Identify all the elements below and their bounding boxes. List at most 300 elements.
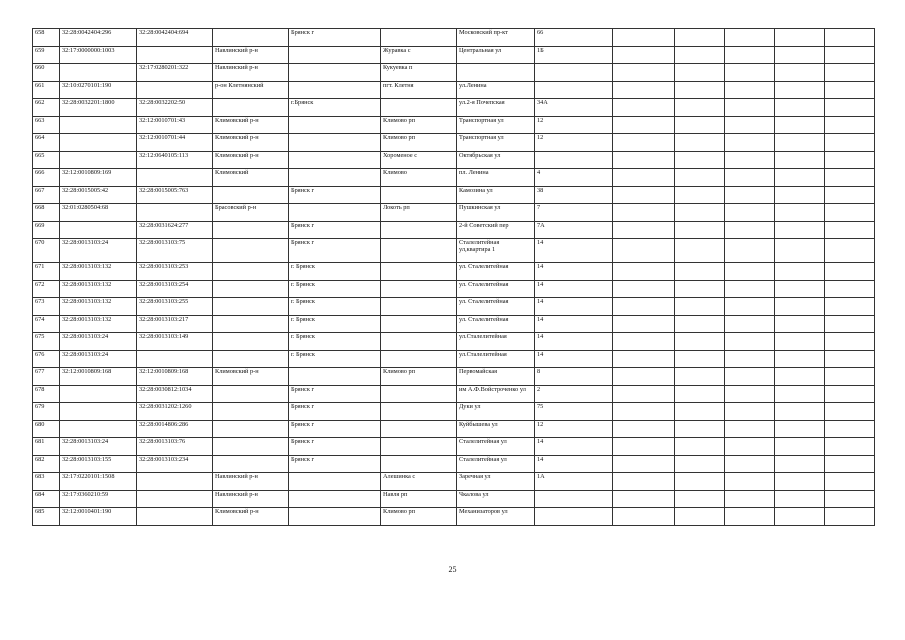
- cadastral-number-cell: [60, 420, 137, 438]
- house-cell: 7: [535, 204, 613, 222]
- object-cadastral-cell: 32:28:0013103:255: [137, 298, 213, 316]
- empty-cell: [775, 99, 825, 117]
- empty-cell: [675, 151, 725, 169]
- empty-cell: [613, 186, 675, 204]
- cadastral-number-cell: 32:01:0280504:68: [60, 204, 137, 222]
- district-cell: [213, 350, 289, 368]
- cadastral-number-cell: [60, 116, 137, 134]
- table-row: [33, 508, 875, 526]
- empty-cell: [825, 239, 875, 263]
- object-cadastral-cell: 32:28:0032202:50: [137, 99, 213, 117]
- house-cell: 14: [535, 455, 613, 473]
- table-row: [33, 64, 875, 82]
- city-cell: [289, 134, 381, 152]
- empty-cell: [725, 186, 775, 204]
- settlement-cell: [381, 239, 457, 263]
- object-cadastral-cell: 32:28:0013103:234: [137, 455, 213, 473]
- settlement-cell: [381, 350, 457, 368]
- table-row: [33, 333, 875, 351]
- street-cell: пл. Ленина: [457, 169, 535, 187]
- empty-cell: [825, 350, 875, 368]
- settlement-cell: пгт. Клетня: [381, 81, 457, 99]
- district-cell: Климовский р-н: [213, 508, 289, 526]
- house-cell: 4: [535, 169, 613, 187]
- cadastral-number-cell: 32:28:0013103:155: [60, 455, 137, 473]
- empty-cell: [725, 239, 775, 263]
- empty-cell: [825, 169, 875, 187]
- street-cell: им А.Ф.Войстроченко ул: [457, 385, 535, 403]
- settlement-cell: Журавка с: [381, 46, 457, 64]
- house-cell: 14: [535, 280, 613, 298]
- district-cell: [213, 298, 289, 316]
- empty-cell: [675, 473, 725, 491]
- street-cell: Транспортная ул: [457, 134, 535, 152]
- empty-cell: [825, 221, 875, 239]
- empty-cell: [725, 169, 775, 187]
- cadastral-number-cell: 32:28:0015005:42: [60, 186, 137, 204]
- empty-cell: [675, 99, 725, 117]
- empty-cell: [825, 438, 875, 456]
- cadastral-number-cell: 32:17:0220101:1508: [60, 473, 137, 491]
- empty-cell: [825, 368, 875, 386]
- empty-cell: [675, 385, 725, 403]
- district-cell: Климовский р-н: [213, 368, 289, 386]
- empty-cell: [775, 333, 825, 351]
- empty-cell: [775, 81, 825, 99]
- row-number-cell: 669: [33, 221, 60, 239]
- empty-cell: [675, 403, 725, 421]
- empty-cell: [725, 368, 775, 386]
- row-number-cell: 679: [33, 403, 60, 421]
- object-cadastral-cell: 32:28:0031624:277: [137, 221, 213, 239]
- table-row: [33, 46, 875, 64]
- empty-cell: [725, 116, 775, 134]
- house-cell: 14: [535, 350, 613, 368]
- empty-cell: [725, 438, 775, 456]
- street-cell: ул. Сталелитейная: [457, 280, 535, 298]
- empty-cell: [825, 298, 875, 316]
- city-cell: [289, 368, 381, 386]
- street-cell: Октябрьская ул: [457, 151, 535, 169]
- district-cell: р-он Клетнянский: [213, 81, 289, 99]
- empty-cell: [675, 29, 725, 47]
- district-cell: Климовский: [213, 169, 289, 187]
- city-cell: [289, 490, 381, 508]
- house-cell: 14: [535, 239, 613, 263]
- street-cell: Камозина ул: [457, 186, 535, 204]
- city-cell: [289, 81, 381, 99]
- empty-cell: [775, 438, 825, 456]
- empty-cell: [675, 169, 725, 187]
- empty-cell: [825, 263, 875, 281]
- empty-cell: [725, 455, 775, 473]
- district-cell: [213, 29, 289, 47]
- empty-cell: [613, 508, 675, 526]
- empty-cell: [825, 315, 875, 333]
- empty-cell: [613, 204, 675, 222]
- empty-cell: [675, 134, 725, 152]
- empty-cell: [775, 46, 825, 64]
- empty-cell: [825, 508, 875, 526]
- empty-cell: [613, 420, 675, 438]
- empty-cell: [775, 280, 825, 298]
- table-row: [33, 239, 875, 263]
- house-cell: 14: [535, 333, 613, 351]
- empty-cell: [825, 385, 875, 403]
- table-row: [33, 151, 875, 169]
- cadastral-number-cell: 32:28:0013103:132: [60, 315, 137, 333]
- district-cell: [213, 263, 289, 281]
- empty-cell: [775, 116, 825, 134]
- street-cell: Московский пр-кт: [457, 29, 535, 47]
- table-row: [33, 420, 875, 438]
- empty-cell: [613, 29, 675, 47]
- row-number-cell: 672: [33, 280, 60, 298]
- empty-cell: [725, 490, 775, 508]
- street-cell: ул. Сталелитейная: [457, 315, 535, 333]
- empty-cell: [675, 298, 725, 316]
- house-cell: 14: [535, 263, 613, 281]
- street-cell: 2-й Советский пер: [457, 221, 535, 239]
- row-number-cell: 678: [33, 385, 60, 403]
- street-cell: Сталелитейная ул: [457, 455, 535, 473]
- object-cadastral-cell: [137, 169, 213, 187]
- empty-cell: [675, 204, 725, 222]
- empty-cell: [725, 64, 775, 82]
- house-cell: 1А: [535, 473, 613, 491]
- city-cell: г.Брянск: [289, 99, 381, 117]
- city-cell: [289, 508, 381, 526]
- empty-cell: [825, 455, 875, 473]
- city-cell: г. Брянск: [289, 280, 381, 298]
- empty-cell: [613, 221, 675, 239]
- house-cell: 12: [535, 420, 613, 438]
- district-cell: [213, 403, 289, 421]
- object-cadastral-cell: 32:28:0015005:763: [137, 186, 213, 204]
- settlement-cell: Локоть рп: [381, 204, 457, 222]
- empty-cell: [825, 116, 875, 134]
- empty-cell: [825, 280, 875, 298]
- city-cell: [289, 64, 381, 82]
- settlement-cell: Кукуевка п: [381, 64, 457, 82]
- street-cell: [457, 64, 535, 82]
- table-row: [33, 368, 875, 386]
- settlement-cell: Навля рп: [381, 490, 457, 508]
- row-number-cell: 668: [33, 204, 60, 222]
- table-row: [33, 116, 875, 134]
- table-row: [33, 99, 875, 117]
- street-cell: ул. Сталелитейная: [457, 263, 535, 281]
- row-number-cell: 664: [33, 134, 60, 152]
- house-cell: 12: [535, 116, 613, 134]
- empty-cell: [675, 280, 725, 298]
- table-row: [33, 298, 875, 316]
- row-number-cell: 682: [33, 455, 60, 473]
- house-cell: 66: [535, 29, 613, 47]
- object-cadastral-cell: 32:28:0013103:149: [137, 333, 213, 351]
- house-cell: [535, 64, 613, 82]
- empty-cell: [775, 263, 825, 281]
- settlement-cell: [381, 315, 457, 333]
- district-cell: Климовский р-н: [213, 151, 289, 169]
- empty-cell: [825, 403, 875, 421]
- district-cell: Климовский р-н: [213, 116, 289, 134]
- object-cadastral-cell: [137, 81, 213, 99]
- empty-cell: [725, 280, 775, 298]
- empty-cell: [725, 473, 775, 491]
- empty-cell: [825, 46, 875, 64]
- cadastral-number-cell: [60, 64, 137, 82]
- empty-cell: [775, 298, 825, 316]
- empty-cell: [675, 420, 725, 438]
- district-cell: [213, 99, 289, 117]
- table-row: [33, 186, 875, 204]
- empty-cell: [775, 403, 825, 421]
- empty-cell: [725, 333, 775, 351]
- street-cell: Механизаторов ул: [457, 508, 535, 526]
- city-cell: Брянск г: [289, 239, 381, 263]
- settlement-cell: [381, 99, 457, 117]
- empty-cell: [675, 221, 725, 239]
- empty-cell: [775, 315, 825, 333]
- row-number-cell: 673: [33, 298, 60, 316]
- district-cell: [213, 280, 289, 298]
- cadastral-number-cell: 32:28:0013103:24: [60, 333, 137, 351]
- object-cadastral-cell: [137, 508, 213, 526]
- house-cell: 2: [535, 385, 613, 403]
- empty-cell: [613, 46, 675, 64]
- settlement-cell: Климово рп: [381, 116, 457, 134]
- city-cell: Брянск г: [289, 420, 381, 438]
- empty-cell: [825, 186, 875, 204]
- city-cell: Брянск г: [289, 385, 381, 403]
- empty-cell: [613, 298, 675, 316]
- empty-cell: [775, 29, 825, 47]
- city-cell: г. Брянск: [289, 315, 381, 333]
- empty-cell: [613, 438, 675, 456]
- empty-cell: [675, 508, 725, 526]
- house-cell: [535, 508, 613, 526]
- street-cell: ул.2-я Почепская: [457, 99, 535, 117]
- object-cadastral-cell: 32:28:0031202:1260: [137, 403, 213, 421]
- row-number-cell: 661: [33, 81, 60, 99]
- cadastral-number-cell: 32:28:0042404:296: [60, 29, 137, 47]
- object-cadastral-cell: 32:28:0013103:254: [137, 280, 213, 298]
- house-cell: 34А: [535, 99, 613, 117]
- row-number-cell: 666: [33, 169, 60, 187]
- object-cadastral-cell: [137, 46, 213, 64]
- city-cell: [289, 116, 381, 134]
- object-cadastral-cell: [137, 473, 213, 491]
- cadastral-number-cell: [60, 134, 137, 152]
- cadastral-number-cell: [60, 385, 137, 403]
- cadastral-number-cell: 32:12:0010809:169: [60, 169, 137, 187]
- empty-cell: [613, 134, 675, 152]
- object-cadastral-cell: 32:28:0030812:1034: [137, 385, 213, 403]
- empty-cell: [613, 151, 675, 169]
- settlement-cell: [381, 186, 457, 204]
- object-cadastral-cell: 32:28:0042404:694: [137, 29, 213, 47]
- row-number-cell: 681: [33, 438, 60, 456]
- row-number-cell: 674: [33, 315, 60, 333]
- settlement-cell: Алешинка с: [381, 473, 457, 491]
- settlement-cell: [381, 403, 457, 421]
- street-cell: Чкалова ул: [457, 490, 535, 508]
- empty-cell: [725, 46, 775, 64]
- empty-cell: [775, 508, 825, 526]
- district-cell: [213, 438, 289, 456]
- row-number-cell: 685: [33, 508, 60, 526]
- empty-cell: [613, 368, 675, 386]
- table-row: [33, 221, 875, 239]
- empty-cell: [725, 134, 775, 152]
- district-cell: [213, 455, 289, 473]
- house-cell: 14: [535, 438, 613, 456]
- house-cell: 7А: [535, 221, 613, 239]
- empty-cell: [775, 64, 825, 82]
- house-cell: 75: [535, 403, 613, 421]
- street-cell: Дуки ул: [457, 403, 535, 421]
- cadastral-number-cell: [60, 403, 137, 421]
- table-row: [33, 438, 875, 456]
- empty-cell: [725, 350, 775, 368]
- street-cell: Сталелитейная ул: [457, 438, 535, 456]
- district-cell: [213, 221, 289, 239]
- table-row: [33, 403, 875, 421]
- empty-cell: [675, 490, 725, 508]
- empty-cell: [613, 350, 675, 368]
- empty-cell: [725, 263, 775, 281]
- city-cell: [289, 151, 381, 169]
- row-number-cell: 670: [33, 239, 60, 263]
- object-cadastral-cell: 32:12:0010701:43: [137, 116, 213, 134]
- empty-cell: [675, 46, 725, 64]
- empty-cell: [775, 151, 825, 169]
- empty-cell: [775, 186, 825, 204]
- settlement-cell: [381, 333, 457, 351]
- street-cell: Куйбышева ул: [457, 420, 535, 438]
- empty-cell: [775, 221, 825, 239]
- city-cell: Брянск г: [289, 455, 381, 473]
- street-cell: ул.Сталелитейная: [457, 350, 535, 368]
- house-cell: 14: [535, 315, 613, 333]
- district-cell: [213, 239, 289, 263]
- table-row: [33, 473, 875, 491]
- empty-cell: [775, 204, 825, 222]
- empty-cell: [725, 221, 775, 239]
- empty-cell: [613, 116, 675, 134]
- empty-cell: [825, 151, 875, 169]
- cadastral-number-cell: 32:12:0010809:168: [60, 368, 137, 386]
- city-cell: [289, 473, 381, 491]
- street-cell: ул.Ленина: [457, 81, 535, 99]
- empty-cell: [775, 169, 825, 187]
- district-cell: [213, 385, 289, 403]
- street-cell: Заречная ул: [457, 473, 535, 491]
- house-cell: 14: [535, 298, 613, 316]
- object-cadastral-cell: 32:28:0014806:286: [137, 420, 213, 438]
- object-cadastral-cell: 32:12:0010809:168: [137, 368, 213, 386]
- empty-cell: [725, 204, 775, 222]
- empty-cell: [725, 99, 775, 117]
- page-number: 25: [448, 565, 457, 574]
- empty-cell: [775, 420, 825, 438]
- row-number-cell: 684: [33, 490, 60, 508]
- object-cadastral-cell: 32:12:0640105:113: [137, 151, 213, 169]
- settlement-cell: Климово: [381, 169, 457, 187]
- empty-cell: [613, 169, 675, 187]
- empty-cell: [825, 490, 875, 508]
- cadastral-number-cell: 32:10:0270101:190: [60, 81, 137, 99]
- district-cell: [213, 333, 289, 351]
- cadastral-number-cell: 32:28:0013103:24: [60, 239, 137, 263]
- settlement-cell: [381, 221, 457, 239]
- district-cell: Климовский р-н: [213, 134, 289, 152]
- house-cell: 1Б: [535, 46, 613, 64]
- empty-cell: [825, 29, 875, 47]
- street-cell: Пушкинская ул: [457, 204, 535, 222]
- district-cell: Навлинский р-н: [213, 46, 289, 64]
- city-cell: Брянск г: [289, 403, 381, 421]
- city-cell: [289, 46, 381, 64]
- empty-cell: [825, 81, 875, 99]
- district-cell: Навлинский р-н: [213, 64, 289, 82]
- street-cell: Сталелитейная ул,квартира 1: [457, 239, 535, 263]
- table-row: [33, 81, 875, 99]
- cadastral-number-cell: 32:28:0013103:24: [60, 350, 137, 368]
- empty-cell: [675, 64, 725, 82]
- empty-cell: [613, 64, 675, 82]
- district-cell: Навлинский р-н: [213, 490, 289, 508]
- row-number-cell: 680: [33, 420, 60, 438]
- empty-cell: [675, 438, 725, 456]
- empty-cell: [725, 315, 775, 333]
- empty-cell: [725, 420, 775, 438]
- empty-cell: [825, 99, 875, 117]
- settlement-cell: [381, 280, 457, 298]
- table-row: [33, 315, 875, 333]
- settlement-cell: Климово рп: [381, 508, 457, 526]
- table-row: [33, 490, 875, 508]
- object-cadastral-cell: [137, 490, 213, 508]
- district-cell: Брасовский р-н: [213, 204, 289, 222]
- object-cadastral-cell: 32:28:0013103:253: [137, 263, 213, 281]
- city-cell: Брянск г: [289, 438, 381, 456]
- district-cell: [213, 186, 289, 204]
- empty-cell: [613, 403, 675, 421]
- empty-cell: [675, 315, 725, 333]
- object-cadastral-cell: 32:17:0280201:322: [137, 64, 213, 82]
- cadastral-number-cell: 32:28:0013103:24: [60, 438, 137, 456]
- city-cell: [289, 169, 381, 187]
- city-cell: г. Брянск: [289, 333, 381, 351]
- settlement-cell: [381, 438, 457, 456]
- empty-cell: [675, 368, 725, 386]
- empty-cell: [613, 280, 675, 298]
- row-number-cell: 675: [33, 333, 60, 351]
- empty-cell: [613, 239, 675, 263]
- row-number-cell: 662: [33, 99, 60, 117]
- table-row: [33, 204, 875, 222]
- table-row: [33, 134, 875, 152]
- cadastral-number-cell: 32:28:0013103:132: [60, 263, 137, 281]
- settlement-cell: Климово рп: [381, 368, 457, 386]
- row-number-cell: 659: [33, 46, 60, 64]
- empty-cell: [825, 64, 875, 82]
- house-cell: 8: [535, 368, 613, 386]
- object-cadastral-cell: 32:28:0013103:217: [137, 315, 213, 333]
- table-row: [33, 169, 875, 187]
